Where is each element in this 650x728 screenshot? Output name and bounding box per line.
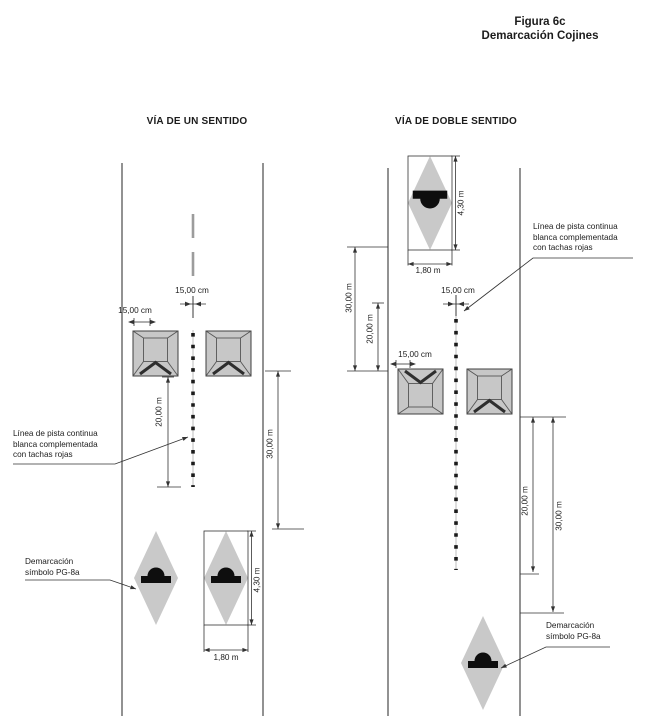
- right-cushion-width-marker: [390, 360, 416, 368]
- left-symbol-note: Demarcación símbolo PG-8a: [25, 557, 80, 577]
- right-dim-20m-right-label: 20,00 m: [520, 486, 530, 516]
- left-diamond-1: [134, 531, 178, 625]
- right-cushion-width-label: 15,00 cm: [398, 350, 432, 359]
- left-dim-20m: [154, 377, 181, 487]
- left-cushion-2: [206, 331, 251, 376]
- left-dim-width-label: 1,80 m: [213, 653, 239, 662]
- figure-title-line1: Figura 6c: [514, 16, 566, 28]
- left-diamond-2: [204, 531, 248, 625]
- right-dim-20m-left-label: 20,00 m: [365, 314, 375, 344]
- left-symbol-leader: [25, 580, 136, 589]
- left-cushion-width-label: 15,00 cm: [118, 306, 152, 315]
- right-dim-30m-right-label: 30,00 m: [554, 501, 564, 531]
- left-dim-30m-label: 30,00 m: [265, 429, 275, 459]
- right-dim-30m-left-label: 30,00 m: [344, 283, 354, 313]
- right-dim-1-80m: [408, 250, 452, 266]
- right-diagram-header: VÍA DE DOBLE SENTIDO: [395, 116, 517, 127]
- left-dim-20m-label: 20,00 m: [154, 397, 164, 427]
- right-symbol-leader: [501, 647, 610, 668]
- left-dim-height-label: 4,30 m: [252, 567, 262, 593]
- figure-title-line2: Demarcación Cojines: [481, 29, 599, 42]
- right-cushion-2: [467, 369, 512, 414]
- left-cushion-1: [133, 331, 178, 376]
- right-tachas-note: Línea de pista continua blanca complementada con tachas rojas: [533, 222, 618, 253]
- left-cushion-width-marker: [128, 318, 156, 326]
- left-line-width-label: 15,00 cm: [175, 286, 209, 295]
- right-dim-height-label: 4,30 m: [456, 190, 466, 216]
- right-cushion-1-flipped: [398, 369, 443, 414]
- right-diamond-bottom: [461, 616, 505, 710]
- right-line-width-label: 15,00 cm: [441, 286, 475, 295]
- left-tachas-note: Línea de pista continua blanca complementada con tachas rojas: [13, 429, 98, 460]
- right-diamond-top: [408, 156, 452, 250]
- left-diagram-header: VÍA DE UN SENTIDO: [146, 116, 248, 127]
- left-line-width-marker: [180, 296, 206, 318]
- right-symbol-note: Demarcación símbolo PG-8a: [546, 621, 601, 641]
- left-dim-1-80m: [204, 625, 248, 652]
- right-line-width-marker: [443, 295, 469, 316]
- right-tachas-leader: [464, 258, 633, 311]
- figure-title: [450, 16, 630, 43]
- right-dim-width-label: 1,80 m: [415, 266, 441, 275]
